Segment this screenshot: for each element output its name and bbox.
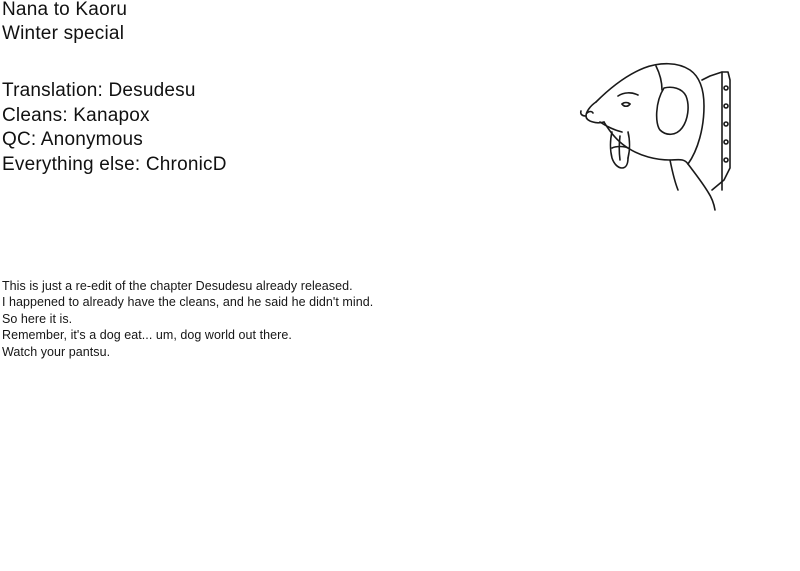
manga-title: Nana to Kaoru <box>2 0 128 20</box>
credit-translation: Translation: Desudesu <box>2 80 196 101</box>
note-block <box>2 278 522 360</box>
manga-subtitle: Winter special <box>2 23 125 44</box>
credit-everything-else: Everything else: ChronicD <box>2 153 227 175</box>
note-line-3: So here it is. <box>2 311 73 326</box>
credit-qc: QC: Anonymous <box>2 129 143 150</box>
credits-block <box>2 0 522 177</box>
note-line-1: This is just a re-edit of the chapter Desudesu already released. <box>2 279 353 293</box>
note-line-2: I happened to already have the cleans, and he said he didn't mind. <box>2 295 374 310</box>
note-line-5: Watch your pantsu. <box>2 344 111 359</box>
credits-spacer <box>2 46 522 79</box>
dog-head-line-drawing <box>560 40 780 225</box>
credit-cleans: Cleans: Kanapox <box>2 104 150 126</box>
note-line-4: Remember, it's a dog eat... um, dog world out there. <box>2 328 292 343</box>
